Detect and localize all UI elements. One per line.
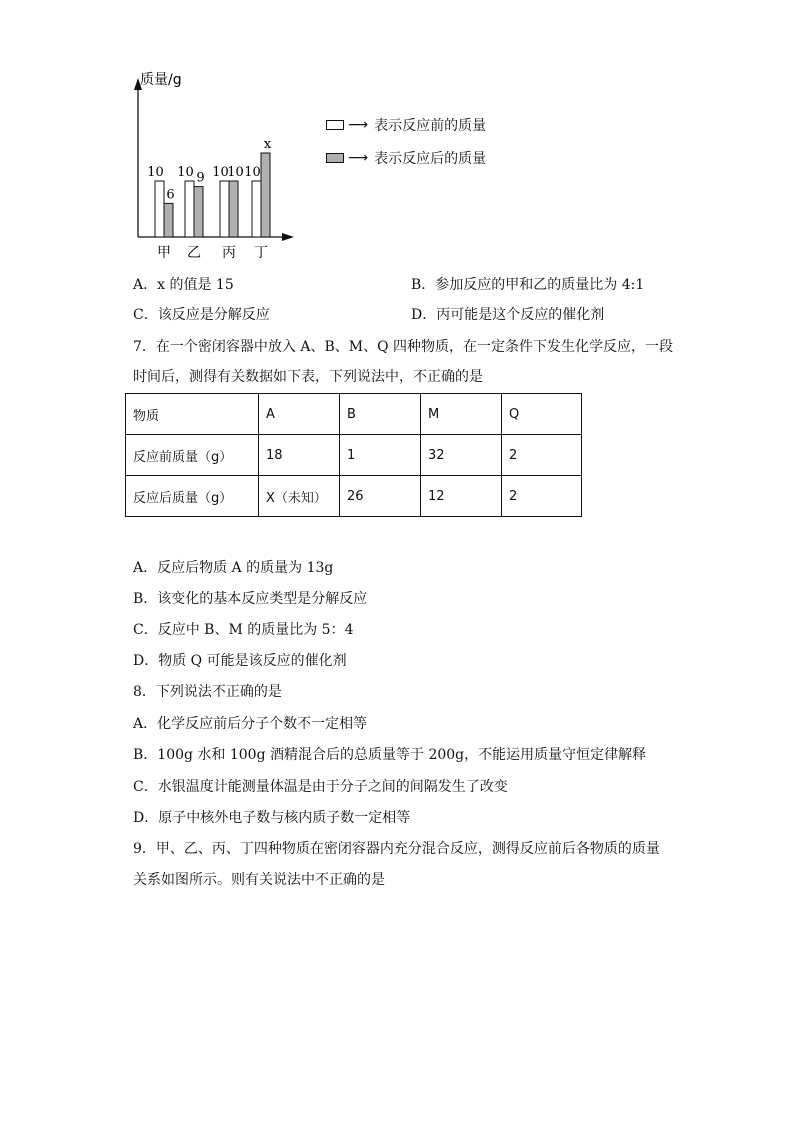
q8-option-a: A．化学反应前后分子个数不一定相等 xyxy=(133,716,368,732)
table-cell: 12 xyxy=(421,476,502,517)
table-header-cell: 物质 xyxy=(126,394,259,435)
table-header-cell: B xyxy=(340,394,421,435)
q6-option-a: A．x 的值是 15 xyxy=(133,277,234,293)
x-tick-label: 甲 xyxy=(157,245,171,261)
table-cell: 26 xyxy=(340,476,421,517)
table-header-cell: Q xyxy=(502,394,582,435)
q9-stem-line2: 关系如图所示。则有关说法中不正确的是 xyxy=(133,872,385,888)
q8-option-c: C．水银温度计能测量体温是由于分子之间的间隔发生了改变 xyxy=(133,779,508,795)
table-cell: 32 xyxy=(421,435,502,476)
bar-after-1 xyxy=(164,203,173,237)
q7-data-table xyxy=(125,393,582,517)
table-cell: 2 xyxy=(502,476,582,517)
q9-stem-line1: 9．甲、乙、丙、丁四种物质在密闭容器内充分混合反应，测得反应前后各物质的质量 xyxy=(133,841,660,857)
q7-option-b: B．该变化的基本反应类型是分解反应 xyxy=(133,591,368,607)
table-header-row xyxy=(126,394,582,435)
q7-stem-line2: 时间后，测得有关数据如下表，下列说法中，不正确的是 xyxy=(133,369,483,385)
y-axis-label: 质量/g xyxy=(140,72,182,88)
chart-svg xyxy=(120,62,320,272)
table-cell: X（未知） xyxy=(259,476,340,517)
bar-chart xyxy=(120,62,320,272)
legend-label-before: 表示反应前的质量 xyxy=(374,118,487,134)
q6-option-d: D．丙可能是这个反应的催化剂 xyxy=(411,307,605,323)
chart-legend xyxy=(326,112,556,176)
table-cell: 1 xyxy=(340,435,421,476)
bar-data-label: 10 xyxy=(212,165,229,180)
arrow-right-icon: ⟶ xyxy=(348,150,369,166)
q7-stem-line1: 7．在一个密闭容器中放入 A、B、M、Q 四种物质，在一定条件下发生化学反应，一段 xyxy=(133,339,674,355)
table-cell: 2 xyxy=(502,435,582,476)
q8-option-b: B．100g 水和 100g 酒精混合后的总质量等于 200g，不能运用质量守恒定律解释 xyxy=(133,747,647,763)
bar-after-2 xyxy=(194,187,203,237)
table-row xyxy=(126,435,582,476)
table-row xyxy=(126,476,582,517)
legend-swatch-after xyxy=(326,153,344,163)
bar-data-label: 9 xyxy=(196,170,205,186)
bar-before-3 xyxy=(220,181,229,237)
bars-group xyxy=(147,137,272,261)
q6-option-c: C．该反应是分解反应 xyxy=(133,307,270,323)
arrow-right-icon: ⟶ xyxy=(348,117,369,133)
legend-item-after xyxy=(326,148,486,168)
q7-option-c: C．反应中 B、M 的质量比为 5：4 xyxy=(133,622,354,638)
bar-before-4 xyxy=(252,181,261,237)
table-cell: 18 xyxy=(259,435,340,476)
x-tick-label: 丁 xyxy=(254,245,268,261)
legend-label-after: 表示反应后的质量 xyxy=(374,151,487,167)
table-cell: 反应前质量（g） xyxy=(126,435,259,476)
q6-option-b: B．参加反应的甲和乙的质量比为 4:1 xyxy=(411,277,645,293)
table-header-cell: M xyxy=(421,394,502,435)
bar-before-2 xyxy=(185,181,194,237)
q8-stem: 8．下列说法不正确的是 xyxy=(133,684,282,700)
bar-before-1 xyxy=(155,181,164,237)
bar-data-label: 10 xyxy=(227,165,244,180)
x-tick-label: 乙 xyxy=(187,245,201,261)
bar-after-3 xyxy=(229,181,238,237)
bar-data-label: 10 xyxy=(177,165,194,180)
table-header-cell: A xyxy=(259,394,340,435)
legend-swatch-before xyxy=(326,120,344,130)
bar-data-label: 6 xyxy=(166,187,175,203)
bar-data-label: x xyxy=(263,137,272,152)
bar-data-label: 10 xyxy=(147,165,164,180)
x-axis-arrow xyxy=(282,233,294,241)
x-tick-label: 丙 xyxy=(222,245,236,261)
q7-option-d: D．物质 Q 可能是该反应的催化剂 xyxy=(133,653,347,669)
q8-option-d: D．原子中核外电子数与核内质子数一定相等 xyxy=(133,810,411,826)
bar-data-label: 10 xyxy=(244,165,261,180)
legend-item-before xyxy=(326,115,486,135)
table-cell: 反应后质量（g） xyxy=(126,476,259,517)
q7-option-a: A．反应后物质 A 的质量为 13g xyxy=(133,560,334,576)
bar-after-4 xyxy=(261,153,270,237)
